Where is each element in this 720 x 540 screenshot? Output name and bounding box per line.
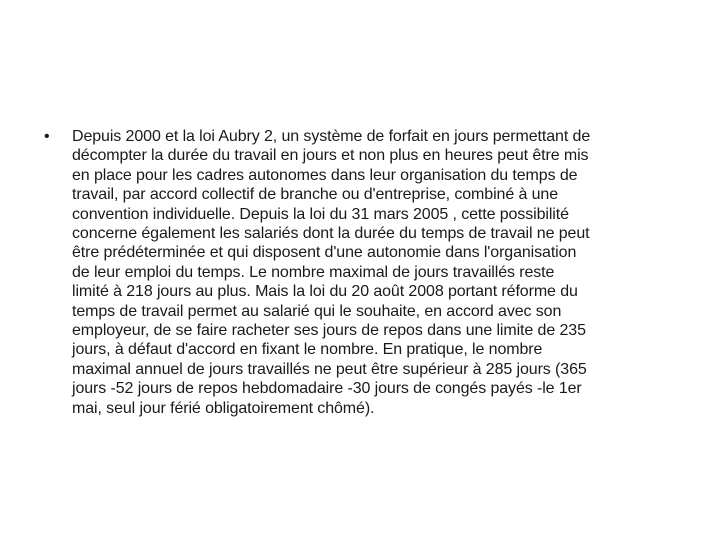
- text-line: jours -52 jours de repos hebdomadaire -30 jours de congés payés -le 1er: [72, 380, 582, 398]
- text-line: concerne également les salariés dont la durée du temps de travail ne peut: [72, 225, 590, 243]
- bullet-dot-icon: •: [44, 128, 50, 145]
- text-line: en place pour les cadres autonomes dans leur organisation du temps de: [72, 166, 578, 184]
- text-line: convention individuelle. Depuis la loi du 31 mars 2005 , cette possibilité: [72, 205, 569, 223]
- text-line: décompter la durée du travail en jours et non plus en heures peut être mis: [72, 147, 589, 165]
- paragraph-text: [72, 127, 684, 418]
- text-line: de leur emploi du temps. Le nombre maximal de jours travaillés reste: [72, 263, 555, 281]
- bullet-paragraph: [44, 127, 684, 418]
- text-line: mai, seul jour férié obligatoirement chômé).: [72, 399, 375, 417]
- text-line: employeur, de se faire racheter ses jours de repos dans une limite de 235: [72, 322, 586, 340]
- text-line: jours, à défaut d'accord en fixant le nombre. En pratique, le nombre: [72, 341, 543, 359]
- text-line: Depuis 2000 et la loi Aubry 2, un système de forfait en jours permettant de: [72, 128, 591, 145]
- text-line: être prédéterminée et qui disposent d'une autonomie dans l'organisation: [72, 244, 577, 262]
- text-line: travail, par accord collectif de branche ou d'entreprise, combiné à une: [72, 186, 559, 204]
- text-line: limité à 218 jours au plus. Mais la loi du 20 août 2008 portant réforme du: [72, 283, 578, 301]
- text-line: temps de travail permet au salarié qui le souhaite, en accord avec son: [72, 302, 562, 320]
- text-line: maximal annuel de jours travaillés ne peut être supérieur à 285 jours (365: [72, 360, 587, 378]
